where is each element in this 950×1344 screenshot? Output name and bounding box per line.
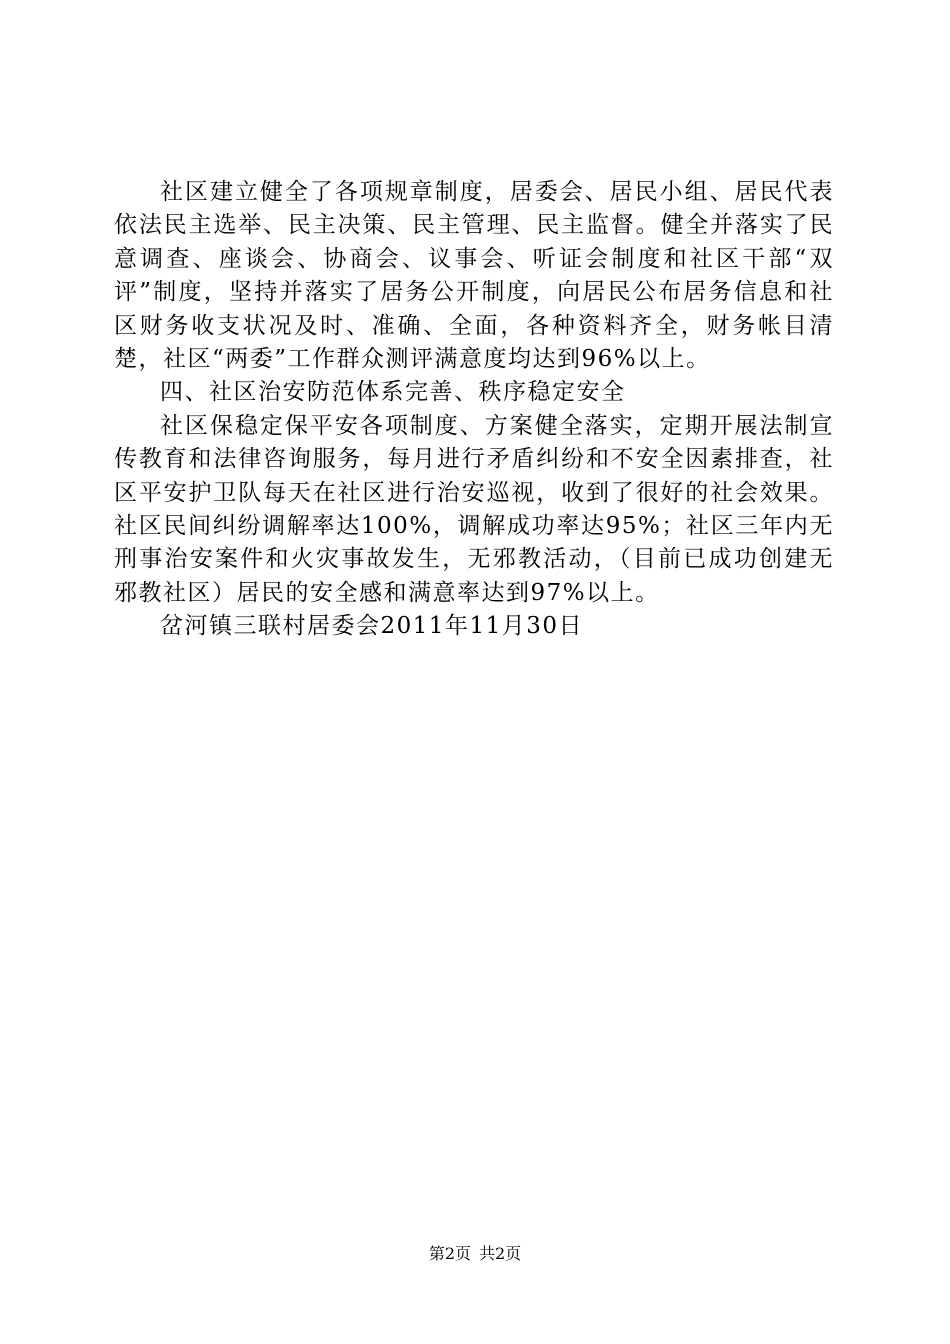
paragraph-security: 社区保稳定保平安各项制度、方案健全落实，定期开展法制宣传教育和法律咨询服务，每月进行矛盾纠纷和不安全因素排查，社区平安护卫队每天在社区进行治安巡视，收到了很好的社会效果。社区民间纠纷调解率达100%，调解成功率达95%；社区三年内无刑事治安案件和火灾事故发生，无邪教活动，（目前已成功创建无邪教社区）居民的安全感和满意率达到97%以上。 (114, 412, 834, 606)
page-footer (0, 1243, 950, 1265)
paragraph-system-building: 社区建立健全了各项规章制度，居委会、居民小组、居民代表依法民主选举、民主决策、民主管理、民主监督。健全并落实了民意调查、座谈会、协商会、议事会、听证会制度和社区干部“双评”制度，坚持并落实了居务公开制度，向居民公布居务信息和社区财务收支状况及时、准确、全面，各种资料齐全，财务帐目清楚，社区“两委”工作群众测评满意度均达到96%以上。 (114, 179, 834, 373)
page-number-total: 共2页 (479, 1244, 522, 1263)
section-heading-security: 四、社区治安防范体系完善、秩序稳定安全 (160, 379, 626, 406)
document-body (114, 176, 834, 644)
page-number-current: 第2页 (428, 1244, 471, 1263)
signature-date-line: 岔河镇三联村居委会2011年11月30日 (160, 613, 584, 640)
